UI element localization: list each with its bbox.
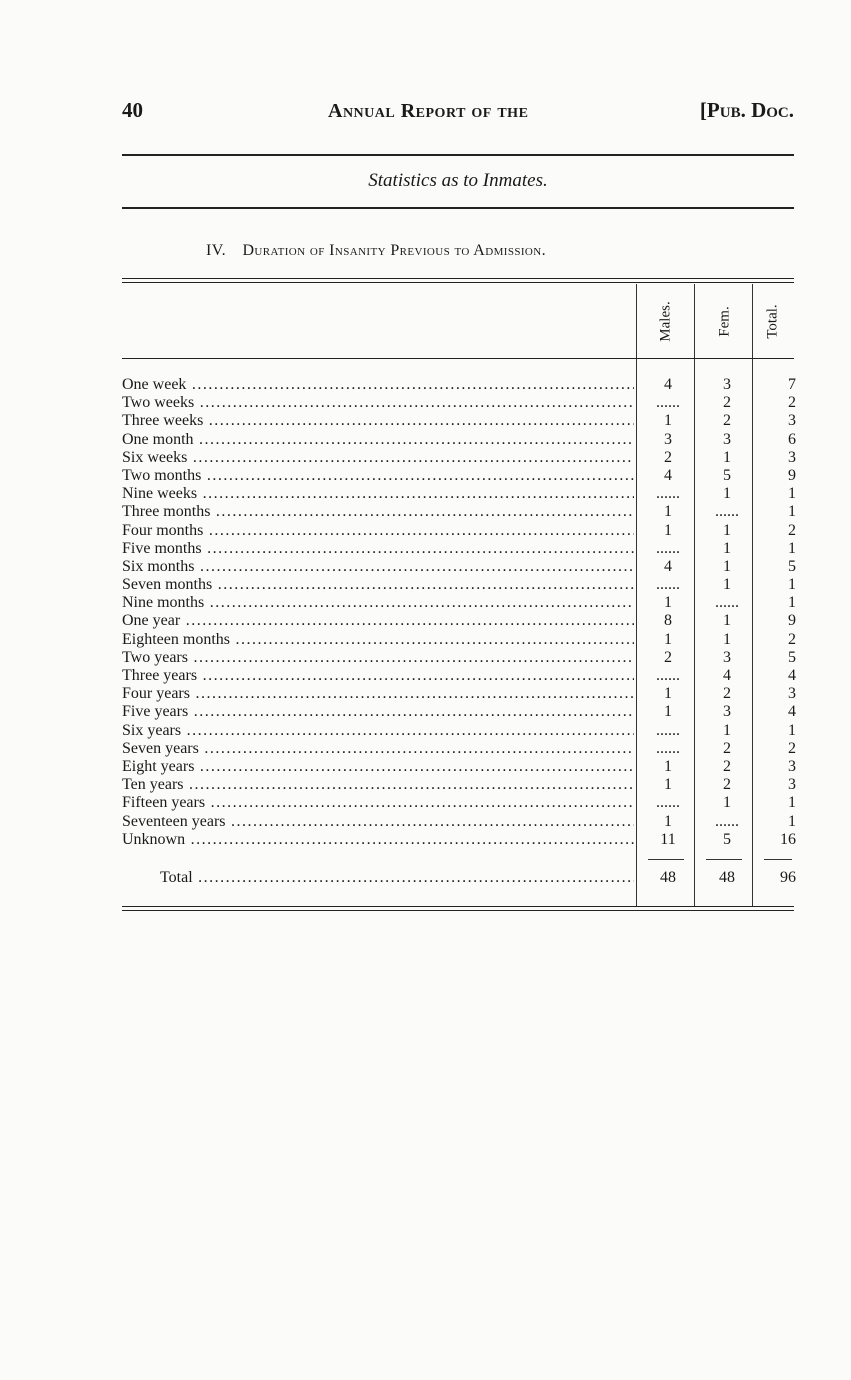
total-value: 7 [788, 376, 796, 393]
row-label: Three years ..... [122, 667, 634, 685]
row-label: Eight years ..... [122, 758, 634, 776]
row-label: Nine months ..... [122, 594, 634, 612]
row-label: Three months ..... [122, 503, 634, 521]
males-value: ...... [656, 485, 680, 503]
total-fem: 48 [719, 869, 735, 886]
row-label: Unknown ..... [122, 831, 634, 849]
fem-value: 2 [723, 412, 731, 430]
table-bottom-rule-2 [122, 910, 794, 911]
table-row [122, 703, 794, 721]
header-rule [122, 154, 794, 156]
males-value: 1 [664, 521, 672, 539]
row-label: Two months ..... [122, 467, 634, 485]
total-value: 2 [788, 521, 796, 539]
section-title [206, 242, 546, 260]
fem-value: 5 [723, 466, 731, 484]
males-value: 1 [664, 685, 672, 703]
fem-value: 3 [723, 376, 731, 393]
total-value: 2 [788, 630, 796, 648]
fem-value: 1 [723, 794, 731, 812]
fem-value: 1 [723, 630, 731, 648]
table-row [122, 394, 794, 412]
table-row [122, 431, 794, 449]
total-value: 2 [788, 394, 796, 412]
total-value: 5 [788, 557, 796, 575]
total-value: 1 [788, 812, 796, 830]
males-value: ...... [656, 794, 680, 812]
fem-value: 3 [723, 703, 731, 721]
total-value: 1 [788, 794, 796, 812]
row-label: Six weeks ..... [122, 449, 634, 467]
table-row [122, 467, 794, 485]
males-value: ...... [656, 539, 680, 557]
row-label: Five months ..... [122, 540, 634, 558]
column-header-fem: Fem. [716, 305, 733, 337]
row-label: Two years ..... [122, 649, 634, 667]
males-value: 4 [664, 376, 672, 393]
row-label: Eighteen months ..... [122, 631, 634, 649]
row-label: Six months ..... [122, 558, 634, 576]
table-row [122, 412, 794, 430]
row-label: One year ..... [122, 612, 634, 630]
total-value: 1 [788, 503, 796, 521]
total-value: 1 [788, 721, 796, 739]
males-value: ...... [656, 667, 680, 684]
males-value: 3 [664, 430, 672, 448]
total-row [122, 866, 794, 890]
males-value: 1 [664, 630, 672, 648]
total-value: 9 [788, 466, 796, 484]
total-value: 4 [788, 703, 796, 721]
total-value: 3 [788, 685, 796, 703]
row-label: Six years ..... [122, 722, 634, 740]
document-label: [Pub. Doc. [699, 98, 794, 122]
males-value: ...... [656, 739, 680, 757]
total-value: 1 [788, 485, 796, 503]
row-label: Seventeen years ..... [122, 813, 634, 831]
table-top-rule [122, 278, 794, 279]
fem-value: 1 [723, 521, 731, 539]
page-header [122, 98, 794, 128]
fem-value: 1 [723, 576, 731, 594]
row-label: One week ..... [122, 376, 634, 394]
total-value: 9 [788, 612, 796, 630]
running-title: Annual Report of the [328, 100, 529, 122]
total-label: Total ..... [160, 866, 634, 890]
fem-value: 1 [723, 612, 731, 630]
table-top-rule-2 [122, 282, 794, 283]
column-header-males: Males. [657, 300, 674, 342]
row-label: Seven years ..... [122, 740, 634, 758]
column-header-total: Total. [764, 303, 781, 339]
row-label: Fifteen years ..... [122, 794, 634, 812]
table-row [122, 722, 794, 740]
table-row [122, 485, 794, 503]
subtitle-rule [122, 207, 794, 209]
total-value: 1 [788, 539, 796, 557]
sum-rule-fem [706, 859, 742, 860]
total-value: 2 [788, 739, 796, 757]
section-heading: Duration of Insanity Previous to Admission. [242, 242, 547, 259]
total-value: 3 [788, 448, 796, 466]
page-number: 40 [122, 98, 143, 122]
fem-value: 1 [723, 485, 731, 503]
fem-value: 3 [723, 648, 731, 666]
sum-rule-males [648, 859, 684, 860]
total-value: 1 [788, 576, 796, 594]
fem-value: 2 [723, 394, 731, 412]
table-row [122, 631, 794, 649]
males-value: 2 [664, 448, 672, 466]
row-label: Nine weeks ..... [122, 485, 634, 503]
table-bottom-rule [122, 906, 794, 907]
table-row [122, 594, 794, 612]
males-value: 1 [664, 757, 672, 775]
fem-value: 2 [723, 757, 731, 775]
table-row [122, 776, 794, 794]
total-value: 16 [780, 830, 796, 848]
males-value: 1 [664, 594, 672, 612]
table-row [122, 831, 794, 849]
males-value: 1 [664, 812, 672, 830]
table-row [122, 558, 794, 576]
total-value: 3 [788, 412, 796, 430]
table-row [122, 758, 794, 776]
males-value: 1 [664, 503, 672, 521]
row-label: Four months ..... [122, 522, 634, 540]
males-value: 1 [664, 703, 672, 721]
total-value: 6 [788, 430, 796, 448]
males-value: ...... [656, 721, 680, 739]
table-body [122, 376, 794, 849]
page-subtitle: Statistics as to Inmates. [368, 170, 548, 191]
table-row [122, 503, 794, 521]
fem-value: 5 [723, 830, 731, 848]
total-males: 48 [660, 869, 676, 886]
fem-value: 2 [723, 739, 731, 757]
fem-value: 2 [723, 685, 731, 703]
row-label: Five years ..... [122, 703, 634, 721]
total-value: 1 [788, 594, 796, 612]
fem-value: ...... [715, 503, 739, 521]
header-bottom-rule [122, 358, 794, 359]
row-label: Two weeks ..... [122, 394, 634, 412]
males-value: 4 [664, 466, 672, 484]
fem-value: ...... [715, 594, 739, 612]
fem-value: ...... [715, 812, 739, 830]
males-value: 4 [664, 557, 672, 575]
table-row [122, 540, 794, 558]
males-value: 1 [664, 412, 672, 430]
table-row [122, 813, 794, 831]
row-label: Ten years ..... [122, 776, 634, 794]
row-label: One month ..... [122, 431, 634, 449]
fem-value: 1 [723, 448, 731, 466]
table-row [122, 449, 794, 467]
total-value: 3 [788, 757, 796, 775]
males-value: 1 [664, 776, 672, 794]
males-value: ...... [656, 576, 680, 594]
table-row [122, 376, 794, 394]
sum-rule-total [764, 859, 792, 860]
males-value: ...... [656, 394, 680, 412]
total-value: 3 [788, 776, 796, 794]
fem-value: 1 [723, 539, 731, 557]
table-row [122, 522, 794, 540]
table-row [122, 740, 794, 758]
table-row [122, 667, 794, 685]
row-label: Three weeks ..... [122, 412, 634, 430]
total-value: 4 [788, 667, 796, 684]
row-label: Four years ..... [122, 685, 634, 703]
fem-value: 1 [723, 721, 731, 739]
males-value: 2 [664, 648, 672, 666]
males-value: 11 [660, 830, 676, 848]
row-label: Seven months ..... [122, 576, 634, 594]
fem-value: 4 [723, 667, 731, 684]
table-row [122, 649, 794, 667]
males-value: 8 [664, 612, 672, 630]
table-row [122, 576, 794, 594]
fem-value: 2 [723, 776, 731, 794]
table-row [122, 685, 794, 703]
table-row [122, 794, 794, 812]
total-value: 5 [788, 648, 796, 666]
table-row [122, 612, 794, 630]
section-numeral: IV. [206, 242, 227, 259]
total-total: 96 [780, 869, 796, 886]
fem-value: 3 [723, 430, 731, 448]
fem-value: 1 [723, 557, 731, 575]
